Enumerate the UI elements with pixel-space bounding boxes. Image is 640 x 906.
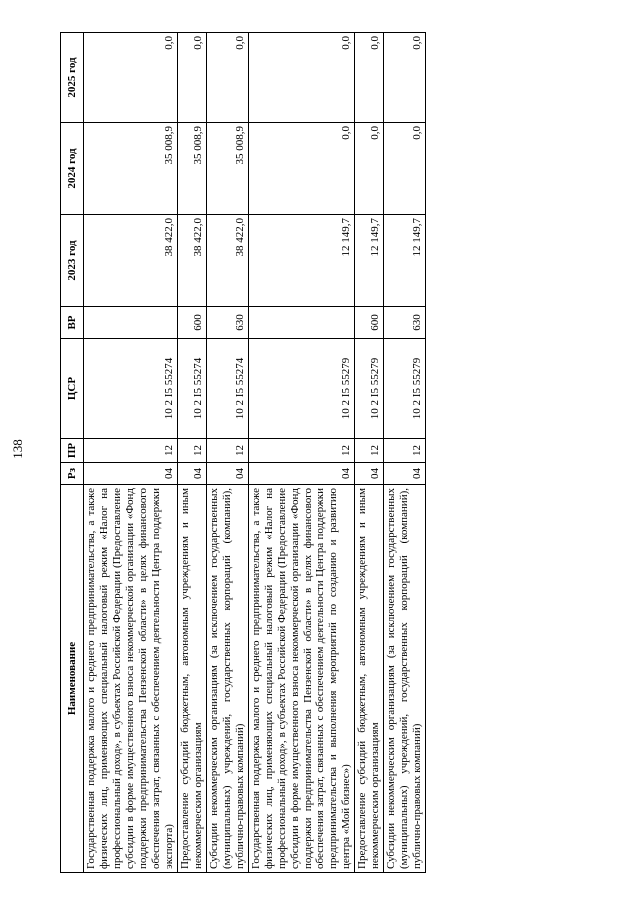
row-2023: 12 149,7 (384, 215, 426, 307)
header-2023: 2023 год (61, 215, 84, 307)
header-csr: ЦСР (61, 339, 84, 439)
row-2023: 38 422,0 (177, 215, 206, 307)
row-rz: 04 (355, 463, 384, 485)
row-rz: 04 (206, 463, 248, 485)
rotated-table-container (60, 33, 580, 873)
row-vr: 630 (384, 307, 426, 339)
row-rz: 04 (248, 463, 355, 485)
row-2023: 12 149,7 (248, 215, 355, 307)
row-pr: 12 (84, 439, 178, 463)
row-vr (84, 307, 178, 339)
header-vr: ВР (61, 307, 84, 339)
table-row (384, 33, 426, 873)
header-pr: ПР (61, 439, 84, 463)
row-csr: 10 2 I5 55274 (177, 339, 206, 439)
table-row (206, 33, 248, 873)
header-name: Наименование (61, 485, 84, 873)
row-vr (248, 307, 355, 339)
row-name: Государственная поддержка малого и среднего предпринимательства, а также физических лиц, применяющих специальный налоговый режим «Налог на профессиональный доход», в субъектах Российской Федерации (Предоставление субсидии в форме имущественного взноса некоммерческой организации «Фонд поддержки предпринимательства Пензенской области» в целях финансового обеспечения затрат, связанных с обеспечением деятельности Центра поддержки экспорта) (84, 485, 178, 873)
header-2024: 2024 год (61, 123, 84, 215)
table-row (177, 33, 206, 873)
row-pr: 12 (248, 439, 355, 463)
row-2024: 0,0 (248, 123, 355, 215)
row-2025: 0,0 (84, 33, 178, 123)
row-csr: 10 2 I5 55274 (84, 339, 178, 439)
row-2024: 35 008,9 (177, 123, 206, 215)
row-2024: 0,0 (355, 123, 384, 215)
row-csr: 10 2 I5 55279 (355, 339, 384, 439)
budget-table (60, 32, 426, 873)
row-2023: 12 149,7 (355, 215, 384, 307)
row-csr: 10 2 I5 55274 (206, 339, 248, 439)
row-vr: 600 (177, 307, 206, 339)
table-row (248, 33, 355, 873)
row-name: Государственная поддержка малого и среднего предпринимательства, а также физических лиц, применяющих специальный налоговый режим «Налог на профессиональный доход», в субъектах Российской Федерации (Предоставление субсидии в форме имущественного взноса некоммерческой организации «Фонд поддержки предпринимательства Пензенской области» в целях финансового обеспечения затрат, связанных с обеспечением деятельности Центра поддержки предпринимательства и выполнения мероприятий по созданию и развитию центра «Мой бизнес») (248, 485, 355, 873)
row-pr: 12 (177, 439, 206, 463)
row-2024: 35 008,9 (84, 123, 178, 215)
row-pr: 12 (384, 439, 426, 463)
row-rz: 04 (84, 463, 178, 485)
row-2025: 0,0 (355, 33, 384, 123)
table-header-row (61, 33, 84, 873)
row-2024: 0,0 (384, 123, 426, 215)
row-rz: 04 (177, 463, 206, 485)
row-2025: 0,0 (177, 33, 206, 123)
table-row (355, 33, 384, 873)
row-2025: 0,0 (206, 33, 248, 123)
row-vr: 600 (355, 307, 384, 339)
row-pr: 12 (355, 439, 384, 463)
row-name: Предоставление субсидий бюджетным, автономным учреждениям и иным некоммерческим организациям (177, 485, 206, 873)
row-2025: 0,0 (248, 33, 355, 123)
row-vr: 630 (206, 307, 248, 339)
row-2023: 38 422,0 (84, 215, 178, 307)
row-2025: 0,0 (384, 33, 426, 123)
row-csr: 10 2 I5 55279 (384, 339, 426, 439)
header-2025: 2025 год (61, 33, 84, 123)
row-pr: 12 (206, 439, 248, 463)
row-rz: 04 (384, 463, 426, 485)
row-name: Субсидии некоммерческим организациям (за исключением государственных (муниципальных) учреждений, государственных корпораций (компаний), публично-правовых компаний) (206, 485, 248, 873)
table-row (84, 33, 178, 873)
page-number: 138 (10, 439, 25, 459)
header-rz: Рз (61, 463, 84, 485)
row-name: Субсидии некоммерческим организациям (за исключением государственных (муниципальных) учреждений, государственных корпораций (компаний), публично-правовых компаний) (384, 485, 426, 873)
row-csr: 10 2 I5 55279 (248, 339, 355, 439)
row-name: Предоставление субсидий бюджетным, автономным учреждениям и иным некоммерческим организациям (355, 485, 384, 873)
row-2023: 38 422,0 (206, 215, 248, 307)
row-2024: 35 008,9 (206, 123, 248, 215)
